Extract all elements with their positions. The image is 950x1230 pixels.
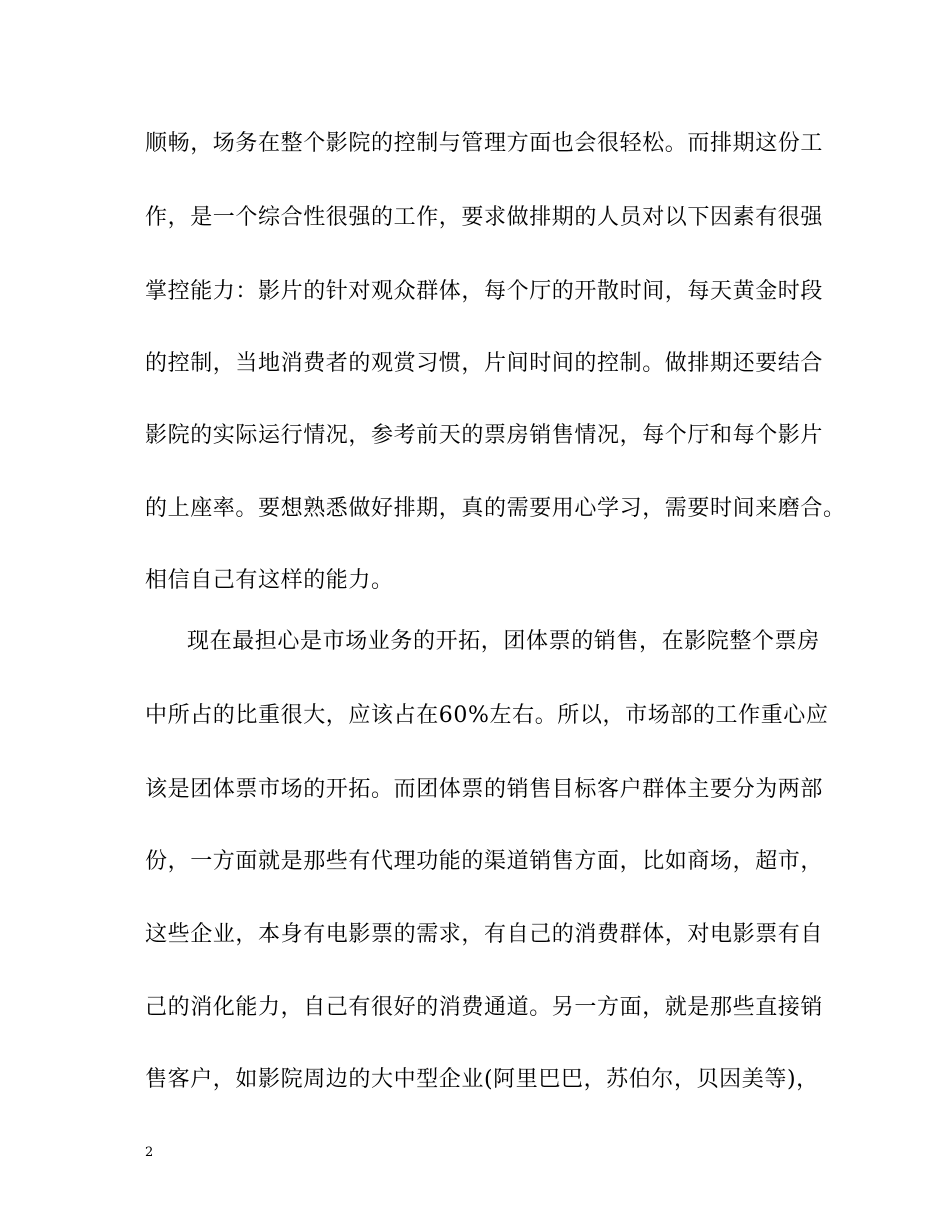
text-line: 的上座率。要想熟悉做好排期，真的需要用心学习，需要时间来磨合。 <box>145 496 846 521</box>
text-line: 己的消化能力，自己有很好的消费通道。另一方面，就是那些直接销 <box>145 995 824 1020</box>
paragraph-first-line: 现在最担心是市场业务的开拓，团体票的销售，在影院整个票房 <box>187 629 820 654</box>
text-line: 中所占的比重很大，应该占在60%左右。所以，市场部的工作重心应 <box>145 703 829 728</box>
text-line: 顺畅，场务在整个影院的控制与管理方面也会很轻松。而排期这份工 <box>145 131 824 156</box>
text-line: 相信自己有这样的能力。 <box>145 568 394 593</box>
page-number: 2 <box>145 1145 154 1160</box>
text-line: 作，是一个综合性很强的工作，要求做排期的人员对以下因素有很强 <box>145 205 824 230</box>
text-line: 影院的实际运行情况，参考前天的票房销售情况，每个厅和每个影片 <box>145 423 824 448</box>
text-line: 该是团体票市场的开拓。而团体票的销售目标客户群体主要分为两部 <box>145 777 824 802</box>
text-line: 掌控能力：影片的针对观众群体，每个厅的开散时间，每天黄金时段 <box>145 279 824 304</box>
text-line: 售客户，如影院周边的大中型企业(阿里巴巴，苏伯尔，贝因美等)， <box>145 1067 819 1092</box>
text-line: 的控制，当地消费者的观赏习惯，片间时间的控制。做排期还要结合 <box>145 351 824 376</box>
text-line: 份，一方面就是那些有代理功能的渠道销售方面，比如商场，超市， <box>145 849 824 874</box>
text-line: 这些企业，本身有电影票的需求，有自己的消费群体，对电影票有自 <box>145 922 824 947</box>
